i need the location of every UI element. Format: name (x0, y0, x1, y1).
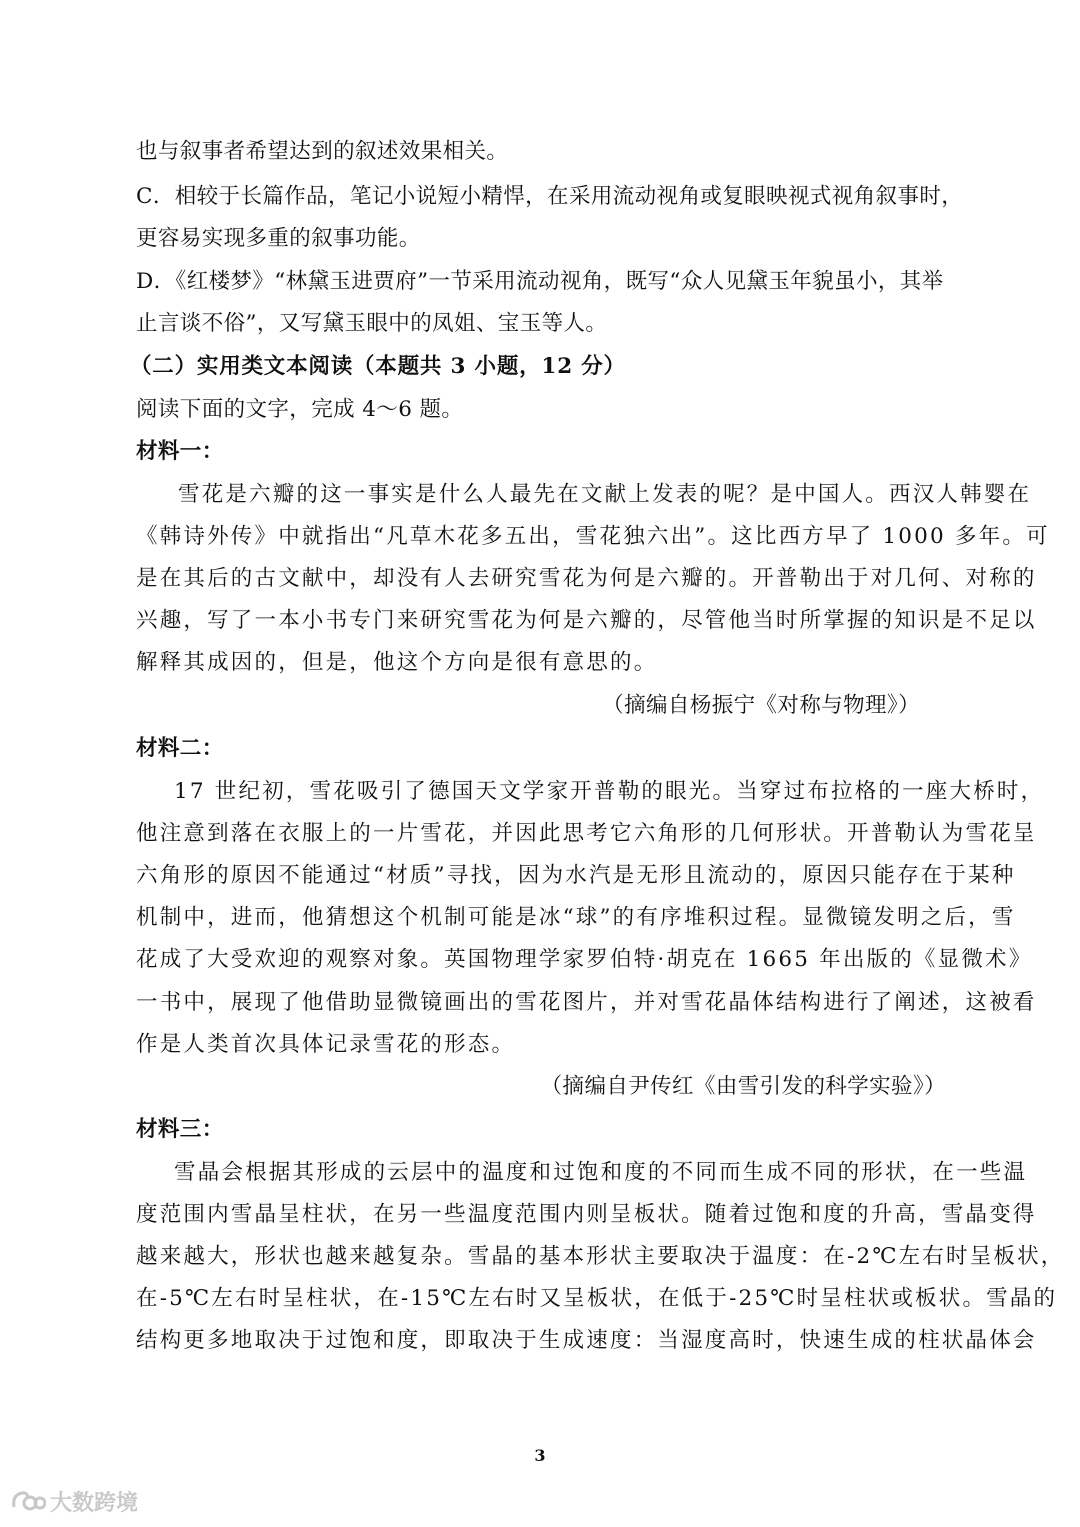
material-2-line: 六角形的原因不能通过“材质”寻找，因为水汽是无形且流动的，原因只能存在于某种 (136, 863, 1016, 888)
material-1-line: 兴趣，写了一本小书专门来研究雪花为何是六瓣的，尽管他当时所掌握的知识是不足以 (136, 608, 1037, 633)
material-3-line: 结构更多地取决于过饱和度，即取决于生成速度：当湿度高时，快速生成的柱状晶体会 (136, 1328, 1037, 1353)
material-3-line: 越来越大，形状也越来越复杂。雪晶的基本形状主要取决于温度：在-2℃左右时呈板状， (136, 1244, 1065, 1269)
watermark-text: 大数跨境 (50, 1490, 139, 1516)
material-2-line: 花成了大受欢迎的观察对象。英国物理学家罗伯特·胡克在 1665 年出版的《显微术》 (136, 947, 1033, 972)
material-1-line: 雪花是六瓣的这一事实是什么人最先在文献上发表的呢？是中国人。西汉人韩婴在 (178, 482, 1032, 507)
watermark (10, 1484, 138, 1518)
page-number: 3 (534, 1446, 546, 1465)
material-2-line: 他注意到落在衣服上的一片雪花，并因此思考它六角形的几何形状。开普勒认为雪花呈 (136, 821, 1037, 846)
option-d-line-2: 止言谈不俗”，又写黛玉眼中的凤姐、宝玉等人。 (136, 311, 608, 336)
option-d-line-1: D．《红楼梦》“林黛玉进贾府”一节采用流动视角，既写“众人见黛玉年貌虽小，其举 (136, 269, 944, 294)
material-1-line: 解释其成因的，但是，他这个方向是很有意思的。 (136, 650, 658, 675)
material-2-source: （摘编自尹传红《由雪引发的科学实验》） (540, 1074, 946, 1099)
material-1-line: 《韩诗外传》中就指出“凡草木花多五出，雪花独六出”。这比西方早了 1000 多年。可 (136, 524, 1050, 549)
material-2-line: 17 世纪初，雪花吸引了德国天文学家开普勒的眼光。当穿过布拉格的一座大桥时， (174, 779, 1045, 804)
material-2-label: 材料二： (136, 736, 224, 761)
material-1-line: 是在其后的古文献中，却没有人去研究雪花为何是六瓣的。开普勒出于对几何、对称的 (136, 566, 1037, 591)
section-heading: （二）实用类文本阅读（本题共 3 小题，12 分） (130, 354, 626, 379)
material-2-line: 机制中，进而，他猜想这个机制可能是冰“球”的有序堆积过程。显微镜发明之后，雪 (136, 905, 1016, 930)
option-b-continuation: 也与叙事者希望达到的叙述效果相关。 (136, 139, 509, 164)
material-1-source: （摘编自杨振宁《对称与物理》） (602, 693, 920, 718)
option-c-line-1: C．相较于长篇作品，笔记小说短小精悍，在采用流动视角或复眼映视式视角叙事时， (136, 184, 964, 209)
material-3-line: 度范围内雪晶呈柱状，在另一些温度范围内则呈板状。随着过饱和度的升高，雪晶变得 (136, 1202, 1037, 1227)
watermark-logo-icon (10, 1487, 46, 1515)
material-2-line: 作是人类首次具体记录雪花的形态。 (136, 1032, 516, 1057)
material-2-line: 一书中，展现了他借助显微镜画出的雪花图片，并对雪花晶体结构进行了阐述，这被看 (136, 990, 1037, 1015)
material-3-line: 在-5℃左右时呈柱状，在-15℃左右时又呈板状，在低于-25℃时呈柱状或板状。雪晶的 (136, 1286, 1058, 1311)
material-3-line: 雪晶会根据其形成的云层中的温度和过饱和度的不同而生成不同的形状，在一些温 (174, 1160, 1028, 1185)
material-1-label: 材料一： (136, 439, 224, 464)
option-c-line-2: 更容易实现多重的叙事功能。 (136, 226, 421, 251)
section-instruction: 阅读下面的文字，完成 4～6 题。 (136, 397, 464, 422)
material-3-label: 材料三： (136, 1117, 224, 1142)
